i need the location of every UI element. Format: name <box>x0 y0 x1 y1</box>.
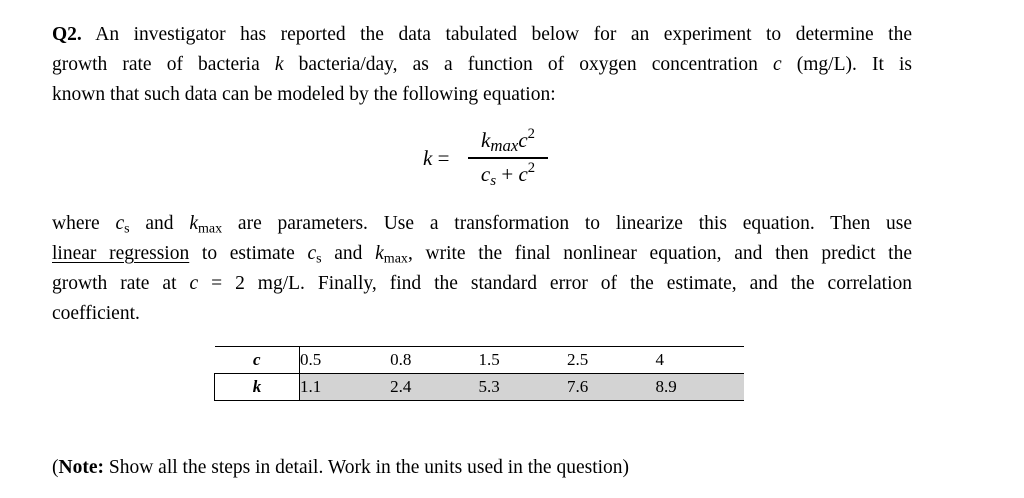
table-row-c <box>215 347 745 374</box>
question-line-1: Q2. An investigator has reported the data tabulated below for an experiment to determine the <box>52 24 912 45</box>
equation-denominator: $c_s + c^2$ <box>480 159 536 189</box>
table-cell: 8.9 <box>655 374 744 401</box>
question-line-2: growth rate of bacteria k bacteria/day, as a function of oxygen concentration c (mg/L). It is <box>52 54 912 75</box>
equation-fraction <box>468 124 548 188</box>
equation-numerator: $k_{max}c^2$ <box>481 126 535 156</box>
note-label: Note: <box>58 457 104 478</box>
note-text: (Note: Show all the steps in detail. Work in the units used in the question) <box>52 457 630 478</box>
row-label-k: k <box>215 374 300 401</box>
instructions-line-4: coefficient. <box>52 303 140 324</box>
table-cell: 1.1 <box>300 374 391 401</box>
instructions-line-1: where $c_s$ and $k_{max}$ are parameters. Use a transformation to linearize this equation. Then use <box>52 213 913 237</box>
instructions-text <box>52 209 912 329</box>
table-cell: 2.4 <box>390 374 478 401</box>
question-line-3: known that such data can be modeled by the following equation: <box>52 84 556 105</box>
data-table <box>214 346 744 401</box>
growth-rate-equation: k = $k_{max}c^2$ $c_s + c^2$ <box>418 124 578 194</box>
question-text <box>52 20 912 110</box>
instructions-line-2: linear regression to estimate $c_s$ and $k_{max}$, write the final nonlinear equation, and then predict the <box>52 243 912 267</box>
table-cell: 5.3 <box>479 374 567 401</box>
table-cell: 2.5 <box>567 347 655 374</box>
table-cell: 1.5 <box>479 347 567 374</box>
table-row-k <box>215 374 745 401</box>
fraction-bar <box>468 157 548 159</box>
table-cell: 0.5 <box>300 347 391 374</box>
table-cell: 0.8 <box>390 347 478 374</box>
table-cell: 7.6 <box>567 374 655 401</box>
instructions-line-3: growth rate at c = 2 mg/L. Finally, find the standard error of the estimate, and the correlation <box>52 273 912 294</box>
row-label-c: c <box>215 347 300 374</box>
table-cell: 4 <box>655 347 744 374</box>
question-number: Q2. <box>52 24 82 45</box>
linear-regression-link[interactable]: linear regression <box>52 243 190 264</box>
